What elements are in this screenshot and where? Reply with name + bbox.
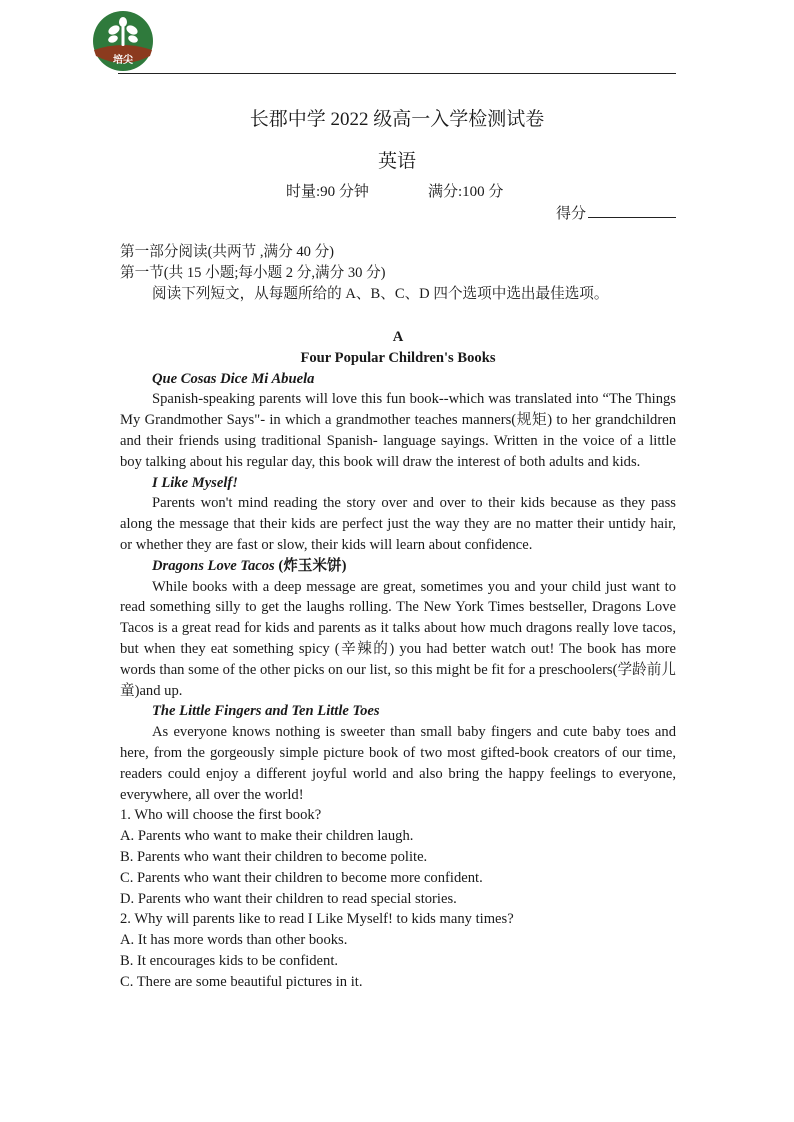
logo-text: 培尖 <box>113 55 133 66</box>
question-option: C. There are some beautiful pictures in it. <box>120 973 363 990</box>
subject-title: 英语 <box>377 151 416 172</box>
book-title: Dragons Love Tacos (炸玉米饼) <box>152 557 347 574</box>
question-option: B. It encourages kids to be confident. <box>120 952 339 969</box>
book-description: Spanish-speaking parents will love this fun book--which was translated into “The Things My Grandmother Says"- in which a grandmother teaches manners(规矩) to her grandchildren and their friends using traditional Spanish- language sayings. Written in the voice of a little boy talking about his regular day, this book will draw the interest of both adults and kids. <box>120 391 676 470</box>
question-option: A. Parents who want to make their children laugh. <box>120 828 414 845</box>
question-option: D. Parents who want their children to read special stories. <box>120 890 457 907</box>
passage-title: Four Popular Children's Books <box>300 349 496 366</box>
passage-letter: A <box>392 329 404 345</box>
book-title: Que Cosas Dice Mi Abuela <box>152 370 315 387</box>
book-title: The Little Fingers and Ten Little Toes <box>152 703 380 720</box>
question-option: A. It has more words than other books. <box>120 932 348 949</box>
exam-title: 长郡中学 2022 级高一入学检测试卷 <box>249 109 545 130</box>
instruction-text: 阅读下列短文，从每题所给的 A、B、C、D 四个选项中选出最佳选项。 <box>152 285 609 302</box>
question-option: B. Parents who want their children to become polite. <box>120 848 428 865</box>
question-option: C. Parents who want their children to become more confident. <box>120 869 483 886</box>
score-blank[interactable] <box>588 203 676 218</box>
passage-a <box>120 327 676 993</box>
book-description: As everyone knows nothing is sweeter than small baby fingers and cute baby toes and here, from the gorgeously simple picture book of two most gifted-book creators of our time, readers could enjoy a different joyful world and also bring the happy feelings to everyone, everywhere, all over the world! <box>120 724 676 803</box>
score-label: 得分 <box>556 206 587 222</box>
header-rule <box>118 73 676 74</box>
section-heading: 第一节(共 15 小题;每小题 2 分,满分 30 分) <box>120 264 386 281</box>
question-stem: 1. Who will choose the first book? <box>120 807 322 824</box>
school-logo <box>92 10 154 72</box>
score-field[interactable] <box>556 202 676 223</box>
part-heading: 第一部分阅读(共两节 ,满分 40 分) <box>120 244 335 260</box>
section-instructions <box>120 242 676 304</box>
question-stem: 2. Why will parents like to read I Like Myself! to kids many times? <box>120 911 514 928</box>
book-title: I Like Myself! <box>152 474 238 491</box>
time-limit: 时量:90 分钟 <box>286 184 369 200</box>
book-description: Parents won't mind reading the story over and over to their kids because as they pass along the message that their kids are perfect just the way they are no matter their untidy hair, or whether they are fast or slow, their kids will learn about confidence. <box>120 495 676 553</box>
book-description: While books with a deep message are great, sometimes you and your child just want to read something silly to get the laughs rolling. The New York Times bestseller, Dragons Love Tacos is a great read for kids and parents as it talks about how much dragons really love tacos, but when they eat something spicy (辛辣的) you had better watch out! The book has more words than some of the other picks on our list, so this might be fit for a preschoolers(学龄前儿童)and up. <box>120 578 676 699</box>
full-score: 满分:100 分 <box>428 184 504 200</box>
